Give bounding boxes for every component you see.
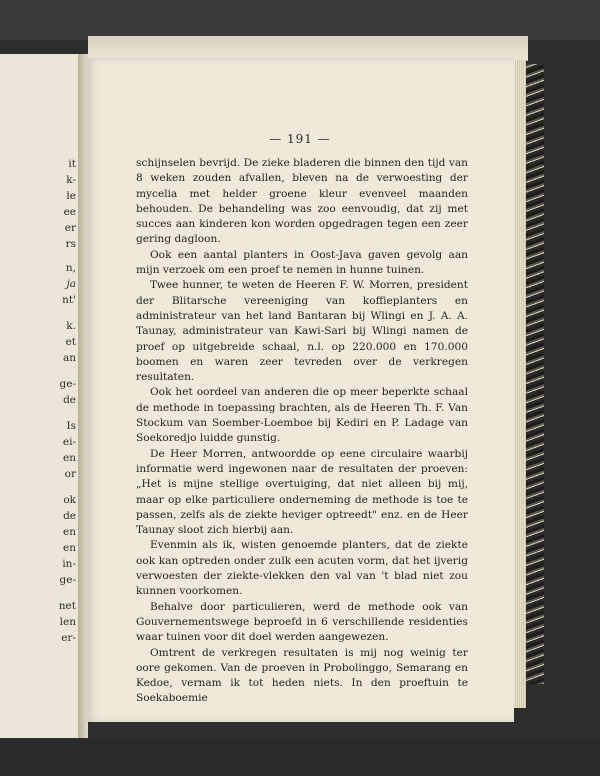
line-fragment: an xyxy=(62,352,76,364)
line-fragment: er xyxy=(64,222,76,234)
line-fragment: de xyxy=(63,510,76,522)
line-fragment: er- xyxy=(61,632,76,644)
line-fragment: nt' xyxy=(62,294,76,306)
paragraph: Twee hunner, te weten de Heeren F. W. Morren, president der Blitarsche vereeniging van koffieplanters en administrateur van het land Bantaran bij Wlingi en J. A. A. Taunay, administrateur van Kawi-Sari bij Wlingi namen de proef op uitgebreide schaal, n.l. op 220.000 en 170.000 boomen en waren zeer tevreden over de verkregen resultaten. xyxy=(136,279,468,384)
background-top xyxy=(0,0,600,40)
right-page xyxy=(86,58,514,722)
line-fragment: ge- xyxy=(59,378,76,390)
paragraph: Evenmin als ik, wisten genoemde planters, dat de ziekte ook kan optreden onder zulk een acuten vorm, dat het ijverig verwoesten der ziekte-vlekken den val van 't blad niet zou kunnen voorkomen. xyxy=(136,539,468,598)
line-fragment: de xyxy=(63,394,76,406)
line-fragment: en xyxy=(63,526,76,538)
line-fragment: et xyxy=(65,336,76,348)
left-page xyxy=(0,54,82,738)
paragraph: De Heer Morren, antwoordde op eene circulaire waarbij informatie werd ingewonen naar de resultaten der proeven: „Het is mijne stellige overtuiging, dat niet alleen bij mij, maar op elke particuliere onderneming de methode is toe te passen, zelfs als de ziekte heviger optreedt" enz. en de Heer Taunay sloot zich hierbij aan. xyxy=(136,447,468,537)
paragraph: Ook het oordeel van anderen die op meer beperkte schaal de methode in toepassing brachten, als de Heeren Th. F. Van Stockum van Soember-Loemboe bij Kediri en P. Ladage van Soekoredjo luidde gunstig. xyxy=(136,386,468,445)
line-fragment: ee xyxy=(63,206,76,218)
line-fragment: it xyxy=(68,158,76,170)
line-fragment: or xyxy=(64,468,76,480)
background-bottom xyxy=(0,740,600,776)
line-fragment: n, xyxy=(65,262,76,274)
line-fragment: net xyxy=(58,600,76,612)
line-fragment: k. xyxy=(66,320,76,332)
line-fragment: len xyxy=(59,616,76,628)
body-text xyxy=(136,156,468,707)
page-number: — 191 — xyxy=(269,132,331,146)
paragraph: schijnselen bevrijd. De zieke bladeren die binnen den tijd van 8 weken zouden afvallen, bleven na de verwoesting der mycelia met helder groene kleur evenveel maanden behouden. De behandeling was zoo eenvoudig, dat zij met succes aan kinderen kon worden opgedragen tegen een zeer gering dagloon. xyxy=(136,157,468,246)
line-fragment: ge- xyxy=(59,574,76,586)
line-fragment: ja xyxy=(66,278,76,290)
line-fragment: Is xyxy=(66,420,76,432)
line-fragment: rs xyxy=(65,238,76,250)
line-fragment: ok xyxy=(63,494,76,506)
line-fragment: en xyxy=(63,542,76,554)
line-fragment: le xyxy=(66,190,76,202)
line-fragment: in- xyxy=(62,558,76,570)
paragraph: Behalve door particulieren, werd de methode ook van Gouvernementswege beproefd in 6 verschillende residenties waar tuinen voor dit doel werden aangewezen. xyxy=(136,600,468,644)
line-fragment: ei- xyxy=(62,436,76,448)
paragraph: Ook een aantal planters in Oost-Java gaven gevolg aan mijn verzoek om een proef te nemen in hunne tuinen. xyxy=(136,248,468,277)
line-fragment: en xyxy=(63,452,76,464)
paragraph: Omtrent de verkregen resultaten is mij nog weinig ter oore gekomen. Van de proeven in Probolinggo, Semarang en Kedoe, vernam ik tot heden niets. In den proeftuin te Soekaboemie xyxy=(136,646,468,705)
line-fragment: k- xyxy=(66,174,76,186)
